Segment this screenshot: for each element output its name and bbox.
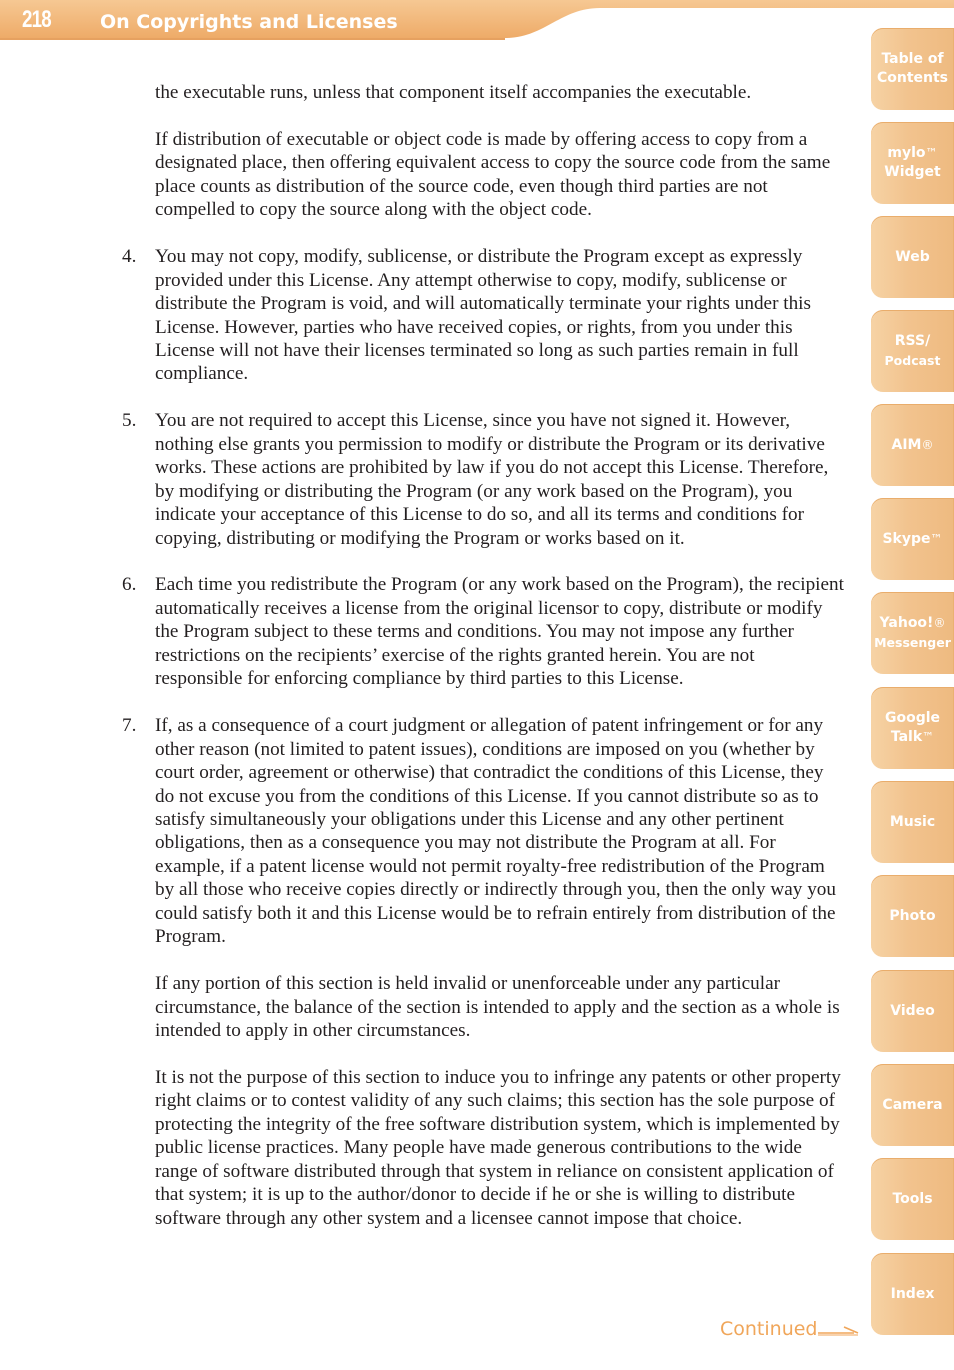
license-text <box>0 81 860 1254</box>
continued-arrow-icon <box>818 1326 860 1336</box>
tab-yahoo-messenger[interactable]: Yahoo!® Messenger <box>871 592 954 674</box>
continued-link[interactable]: Continued <box>720 1318 818 1340</box>
paragraph: If any portion of this section is held invalid or unenforceable under any particular circumstance, the balance of the section is intended to apply and the section as a whole is intended to apply in other circumstances. <box>155 973 840 1042</box>
paragraph: the executable runs, unless that component itself accompanies the executable. <box>155 82 752 103</box>
tab-aim[interactable]: AIM® <box>871 404 954 486</box>
tab-web[interactable]: Web <box>871 216 954 298</box>
numbered-clause <box>122 573 845 690</box>
numbered-clause <box>122 245 845 386</box>
tab-photo[interactable]: Photo <box>871 875 954 957</box>
clause-number: 5. <box>122 410 137 432</box>
clause-text: If, as a consequence of a court judgment or allegation of patent infringement or for any other reason (not limited to patent issues), conditions are imposed on you (whether by court order, agreement or otherwise) that contradict the conditions of this License, they do not excuse you from the conditions of this License. If you cannot distribute so as to satisfy simultaneously your obligations under this License and any other pertinent obligations, then as a consequence you may not distribute the Program at all. For example, if a patent license would not permit royalty-free redistribution of the Program by all those who receive copies directly or indirectly through you, then the only way you could satisfy both it and this License would be to refrain entirely from distribution of the Program. <box>155 715 836 948</box>
clause-text: You may not copy, modify, sublicense, or distribute the Program except as expressly provided under this License. Any attempt otherwise to copy, modify, sublicense or distribute the Program is void, and will automatically terminate your rights under this License. However, parties who have received copies, or rights, from you under this License will not have their licenses terminated so long as such parties remain in full compliance. <box>155 246 811 385</box>
clause-text: You are not required to accept this License, since you have not signed it. However, nothing else grants you permission to modify or distribute the Program or its derivative works. These actions are prohibited by law if you do not accept this License. Therefore, by modifying or distributing the Program (or any work based on the Program), you indicate your acceptance of this License to do so, and all its terms and conditions for copying, distributing or modifying the Program or works based on it. <box>155 410 829 549</box>
clause-text: Each time you redistribute the Program (or any work based on the Program), the recipient automatically receives a license from the original licensor to copy, distribute or modify the Program subject to these terms and conditions. You may not impose any further restrictions on the recipients’ exercise of the rights granted herein. You are not responsible for enforcing compliance by third parties to this License. <box>155 574 844 690</box>
section-title: On Copyrights and Licenses <box>100 11 398 33</box>
tab-table-of-contents[interactable]: Table of Contents <box>871 28 954 110</box>
clause-number: 7. <box>122 715 137 737</box>
tab-music[interactable]: Music <box>871 781 954 863</box>
tab-index[interactable]: Index <box>871 1253 954 1335</box>
tab-video[interactable]: Video <box>871 970 954 1052</box>
tab-rss-podcast[interactable]: RSS/ Podcast <box>871 310 954 392</box>
tab-skype[interactable]: Skype™ <box>871 498 954 580</box>
paragraph: It is not the purpose of this section to induce you to infringe any patents or other property right claims or to contest validity of any such claims; this section has the sole purpose of protecting the integrity of the free software distribution system, which is implemented by public license practices. Many people have made generous contributions to the wide range of software distributed through that system in reliance on consistent application of that system; it is up to the author/donor to decide if he or she is willing to distribute software through any other system and a licensee cannot impose that choice. <box>155 1066 841 1229</box>
tab-mylo-widget[interactable]: mylo™ Widget <box>871 122 954 204</box>
clause-number: 6. <box>122 574 137 596</box>
numbered-clause <box>122 714 845 949</box>
paragraph: If distribution of executable or object code is made by offering access to copy from a designated place, then offering equivalent access to copy the source code from the same place counts as distribution of the source code, even though third parties are not compelled to copy the source along with the object code. <box>155 128 831 221</box>
tab-camera[interactable]: Camera <box>871 1064 954 1146</box>
tab-google-talk[interactable]: Google Talk™ <box>871 687 954 769</box>
clause-number: 4. <box>122 246 137 268</box>
page-number: 218 <box>22 6 51 33</box>
numbered-clause <box>122 409 845 550</box>
page-header <box>0 0 954 40</box>
tab-tools[interactable]: Tools <box>871 1158 954 1240</box>
